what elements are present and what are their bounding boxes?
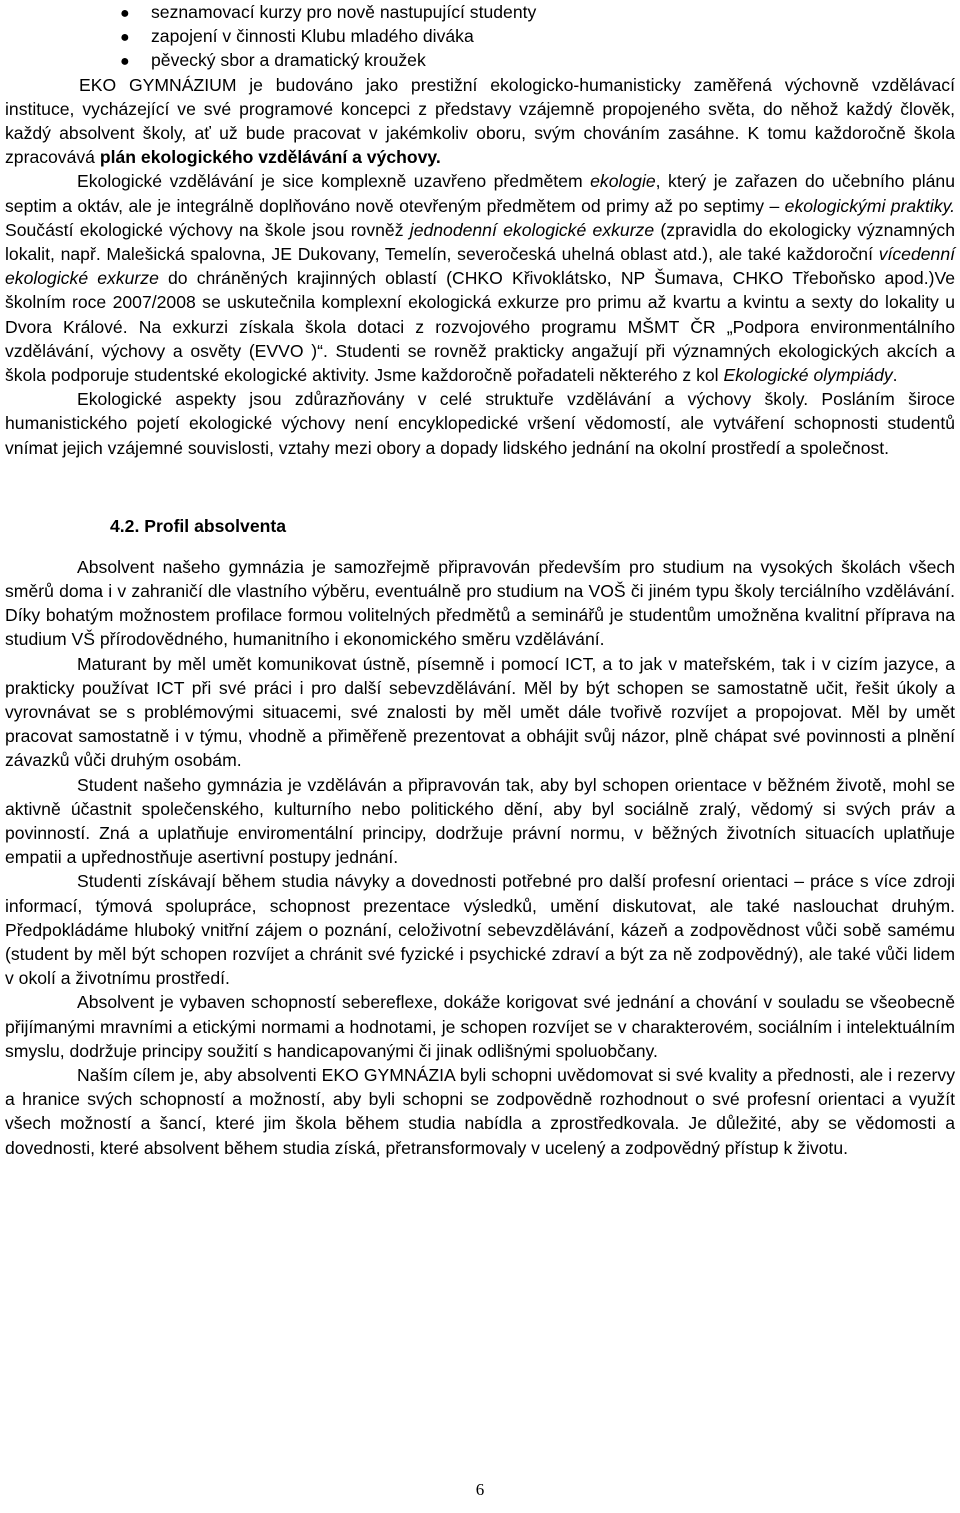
paragraph-eko-intro: EKO GYMNÁZIUM je budováno jako prestižní ekologicko-humanisticky zaměřená výchovně vzdělávací instituce, vycházející ve své programové koncepci z představy vzájemně propojeného světa, do něhož každý člověk, každý absolvent školy, ať už bude pracovat v jakémkoliv oboru, svým chováním zasáhne. K tomu každoročně škola zpracovává plán ekologického vzdělávání a výchovy. [5,74,955,168]
spacer [5,460,955,514]
list-item [5,48,955,72]
paragraph-profile-4: Studenti získávají během studia návyky a dovednosti potřebné pro další profesní orientaci – práce s více zdroji informací, týmová spolupráce, schopnost prezentace výsledků, umění diskutovat, ale také naslouchat druhým. Předpokládáme hluboký vnitřní zájem o poznání, celoživotní sebevzdělávání, kázeň a zodpovědnost vůči sobě samému (student by měl být schopen rozvíjet a chránit své fyzické i psychické zdraví a být za ně zodpovědný), ale také vůči lidem v okolí a životnímu prostředí. [5,871,955,989]
bullet-text: seznamovací kurzy pro nově nastupující studenty [151,2,537,22]
paragraph-ecology-education: Ekologické vzdělávání je sice komplexně uzavřeno předmětem ekologie, který je zařazen do učebního plánu septim a oktáv, ale je integrálně doplňováno nově otevřeným předmětem od primy až po septimy – ekologickými praktiky. Součástí ekologické výchovy na škole jsou rovněž jednodenní ekologické exkurze (zpravidla do ekologicky významných lokalit, např. Malešická spalovna, JE Dukovany, Temelín, severočeská uhelná oblast atd.), ale také každoroční vícedenní ekologické exkurze do chráněných krajinných oblastí (CHKO Křivoklátsko, NP Šumava, CHKO Třeboňsko apod.)Ve školním roce 2007/2008 se uskutečnila komplexní ekologická exkurze pro primu až kvartu a kvintu a sexty do lokality u Dvora Králové. Na exkurzi získala škola dotaci z rozvojového programu MŠMT ČR „Podpora environmentálního vzdělávání, výchovy a osvěty (EVVO )“. Studenti se rovněž prakticky angažují při významných ekologických akcích a škola podporuje studentské ekologické aktivity. Jsme každoročně pořadateli některého z kol Ekologické olympiády. [5,171,955,385]
paragraph-profile-1: Absolvent našeho gymnázia je samozřejmě připravován především pro studium na vysokých školách všech směrů doma i v zahraničí dle vlastního výběru, eventuálně pro studium na VOŠ či jiném typu školy terciálního vzdělávání. Díky bohatým možnostem profilace formou volitelných předmětů a seminářů je studentům umožněna kvalitní příprava na studium VŠ přírodovědného, humanitního i ekonomického směru vzdělávání. [5,556,955,650]
bullet-icon: ● [120,53,130,71]
bullet-text: zapojení v činnosti Klubu mladého diváka [151,26,474,47]
paragraph-profile-5: Absolvent je vybaven schopností sebereflexe, dokáže korigovat své jednání a chování v souladu se všeobecně přijímanými mravními a etickými normami a hodnotami, je schopen rozvíjet se v charakterovém, sociálním i intelektuálním smyslu, dodržuje principy soužití s handicapovanými či jinak odlišnými spoluobčany. [5,992,955,1061]
bullet-icon: ● [120,5,130,22]
bullet-text: pěvecký sbor a dramatický kroužek [151,50,426,71]
page-number: 6 [475,1480,485,1499]
paragraph-profile-2: Maturant by měl umět komunikovat ústně, písemně i pomocí ICT, a to jak v mateřském, tak i v cizím jazyce, a prakticky používat ICT při své práci i pro další sebevzdělávání. Měl by být schopen se samostatně učit, řešit úkoly a vyrovnávat se s problémovými situacemi, své znalosti by měl umět dále tvořivě rozvíjet a propojovat. Měl by umět pracovat samostatně i v týmu, vhodně a přiměřeně prezentovat a obhájit svůj názor, plně chápat své povinnosti a plnění závazků vůči druhým osobám. [5,653,955,771]
paragraph-profile-3: Student našeho gymnázia je vzděláván a připravován tak, aby byl schopen orientace v běžném životě, mohl se aktivně účastnit společenského, kulturního nebo politického dění, aby byl sociálně zralý, vědomý si svých práv a povinností. Zná a uplatňuje enviromentální principy, dodržuje právní normu, v běžných životních situacích uplatňuje empatii a upřednostňuje asertivní postupy jednání. [5,774,955,868]
bold-phrase: plán ekologického vzdělávání a výchovy. [99,147,441,168]
spacer [5,538,955,555]
section-heading: 4.2. Profil absolventa [110,515,286,536]
list-item [5,24,955,48]
paragraph-ecology-aspects: Ekologické aspekty jsou zdůrazňovány v celé struktuře vzdělávání a výchovy školy. Posláním široce humanistického pojetí ekologické výchovy není encyklopedické vršení vědomostí, ale vytváření schopnosti studentů vnímat jejich vzájemné souvislosti, vztahy mezi obory a dopady lidského jednání na okolní prostředí a společnost. [5,389,955,458]
paragraph-profile-6: Naším cílem je, aby absolventi EKO GYMNÁZIA byli schopni uvědomovat si své kvality a přednosti, ale i rezervy a hranice svých schopností a možností, aby byli schopni se zodpovědně rozhodnout o své profesní orientaci a využít všech možností a šancí, které jim škola během studia nabídla a zprostředkovala. Je důležité, aby se vědomosti a dovednosti, které absolvent během studia získá, přetransformovaly v ucelený a zodpovědný přístup k životu. [5,1065,955,1158]
list-item [5,0,955,24]
activities-bullet-list [5,0,955,73]
bullet-icon: ● [120,29,130,47]
document-page [5,0,955,1160]
